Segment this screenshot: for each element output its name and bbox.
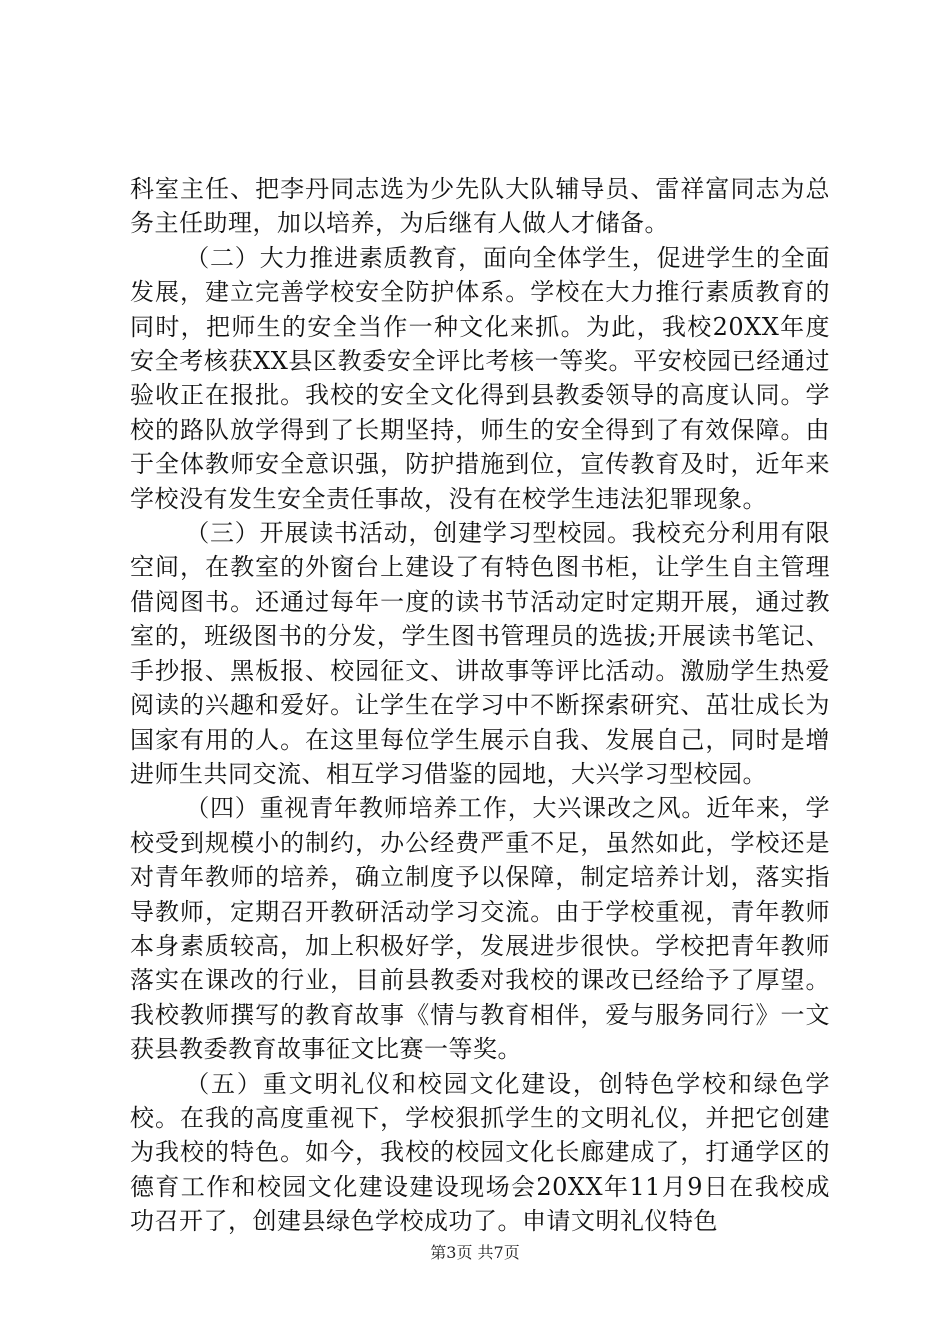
paragraph-3: （三）开展读书活动，创建学习型校园。我校充分利用有限空间，在教室的外窗台上建设了有特色图书柜，让学生自主管理借阅图书。还通过每年一度的读书节活动定时定期开展，通过教室的，班级图书的分发，学生图书管理员的选拔;开展读书笔记、手抄报、黑板报、校园征文、讲故事等评比活动。激励学生热爱阅读的兴趣和爱好。让学生在学习中不断探索研究、茁壮成长为国家有用的人。在这里每位学生展示自我、发展自己，同时是增进师生共同交流、相互学习借鉴的园地，大兴学习型校园。 [130, 519, 830, 788]
document-body [130, 172, 830, 1239]
paragraph-2: （二）大力推进素质教育，面向全体学生，促进学生的全面发展，建立完善学校安全防护体系。学校在大力推行素质教育的同时，把师生的安全当作一种文化来抓。为此，我校20XX年度安全考核获XX县区教委安全评比考核一等奖。平安校园已经通过验收正在报批。我校的安全文化得到县教委领导的高度认同。学校的路队放学得到了长期坚持，师生的安全得到了有效保障。由于全体教师安全意识强，防护措施到位，宣传教育及时，近年来学校没有发生安全责任事故，没有在校学生违法犯罪现象。 [130, 243, 830, 513]
paragraph-5: （五）重文明礼仪和校园文化建设，创特色学校和绿色学校。在我的高度重视下，学校狠抓学生的文明礼仪，并把它创建为我校的特色。如今，我校的校园文化长廊建成了，打通学区的德育工作和校园文化建设建设现场会20XX年11月9日在我校成功召开了，创建县绿色学校成功了。申请文明礼仪特色 [130, 1069, 830, 1236]
page-number-footer: 第3页 共7页 [430, 1243, 520, 1262]
paragraph-4: （四）重视青年教师培养工作，大兴课改之风。近年来，学校受到规模小的制约，办公经费严重不足，虽然如此，学校还是对青年教师的培养，确立制度予以保障，制定培养计划，落实指导教师，定期召开教研活动学习交流。由于学校重视，青年教师本身素质较高，加上积极好学，发展进步很快。学校把青年教师落实在课改的行业，目前县教委对我校的课改已经给予了厚望。我校教师撰写的教育故事《情与教育相伴，爱与服务同行》一文获县教委教育故事征文比赛一等奖。 [130, 794, 830, 1064]
paragraph-1: 科室主任、把李丹同志选为少先队大队辅导员、雷祥富同志为总务主任助理，加以培养，为后继有人做人才储备。 [130, 175, 830, 238]
